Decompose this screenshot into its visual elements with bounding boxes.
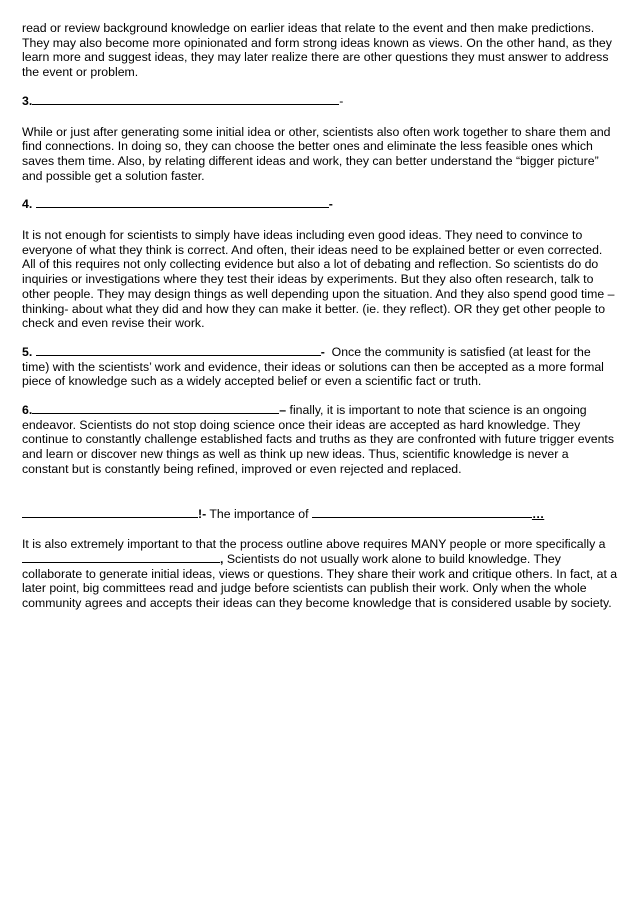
section-5-blank[interactable] xyxy=(36,345,321,356)
section-5-paragraph xyxy=(22,345,618,389)
heading-blank-2[interactable] xyxy=(312,507,532,518)
section-5-dash: - xyxy=(320,344,325,359)
section-3-number: 3. xyxy=(22,93,33,108)
heading-text: The importance of xyxy=(209,506,309,521)
section-4-dash: - xyxy=(328,197,333,212)
intro-paragraph: read or review background knowledge on earlier ideas that relate to the event and then make predictions. They may also become more opinionated and form strong ideas known as views. On the other hand, as they learn more and suggest ideas, they may later realize there are other questions they must answer to address the event or problem. xyxy=(22,21,612,80)
section-3-heading xyxy=(22,94,618,109)
section-3-body: While or just after generating some initial idea or other, scientists also often work together to share them and find connections. In doing so, they can choose the better ones and eliminate the less feasible ones which saves them time. Also, by relating different ideas and work, they can better understand the “bigger picture” and possible get a solution faster. xyxy=(22,124,611,183)
final-rest: Scientists do not usually work alone to build knowledge. They collaborate to generate initial ideas, views or questions. They share their work and critique others. In fact, at a later point, big committees read and judge before scientists can publish their work. Only when the whole community agrees and accepts their ideas can they become knowledge that is considered usable by society. xyxy=(22,551,618,611)
section-5-number: 5. xyxy=(22,344,33,359)
final-paragraph xyxy=(22,537,618,611)
section-6-dash: – xyxy=(279,403,287,418)
final-blank[interactable] xyxy=(22,552,220,563)
importance-heading xyxy=(22,507,618,522)
final-comma: , xyxy=(220,551,224,566)
section-4-body: It is not enough for scientists to simply have ideas including even good ideas. They need to convince to everyone of what they think is correct. And often, their ideas need to be explained better or even corrected. All of this requires not only collecting evidence but also a lot of debating and reflection. So scientists do do inquiries or investigations where they test their ideas by experiments. But they also often research, talk to other people. They may design things as well depending upon the situation. And they also spend good time –thinking- about what they did and how they can make it better. (ie. they reflect). OR they get other people to check and even revise their work. xyxy=(22,228,615,331)
section-3-blank[interactable] xyxy=(32,94,339,105)
final-lead: It is also extremely important to that the process outline above requires MANY people or more specifically a xyxy=(22,537,606,552)
section-6-paragraph xyxy=(22,403,618,477)
section-4-number: 4. xyxy=(22,197,33,212)
section-6-number: 6. xyxy=(22,403,33,418)
section-4-heading xyxy=(22,197,618,212)
heading-exclaim: !- xyxy=(198,506,207,521)
section-4-blank[interactable] xyxy=(36,197,329,208)
heading-blank-1[interactable] xyxy=(22,507,198,518)
heading-ellipsis: … xyxy=(531,506,545,521)
section-6-body: finally, it is important to note that science is an ongoing endeavor. Scientists do not stop doing science once their ideas are accepted as hard knowledge. They continue to constantly challenge established facts and truths as they are confronted with future trigger events and learn or discover new things as well as think up new ideas. Thus, scientific knowledge is never a constant but is constantly being refined, improved or even rejected and replaced. xyxy=(22,403,614,476)
section-3-dash: - xyxy=(339,93,344,108)
section-6-blank[interactable] xyxy=(32,403,279,414)
section-5-body: Once the community is satisfied (at least for the time) with the scientists’ work and evidence, their ideas or solutions can then be accepted as a more formal piece of knowledge such as a widely accepted belief or even a scientific fact or truth. xyxy=(22,344,604,389)
